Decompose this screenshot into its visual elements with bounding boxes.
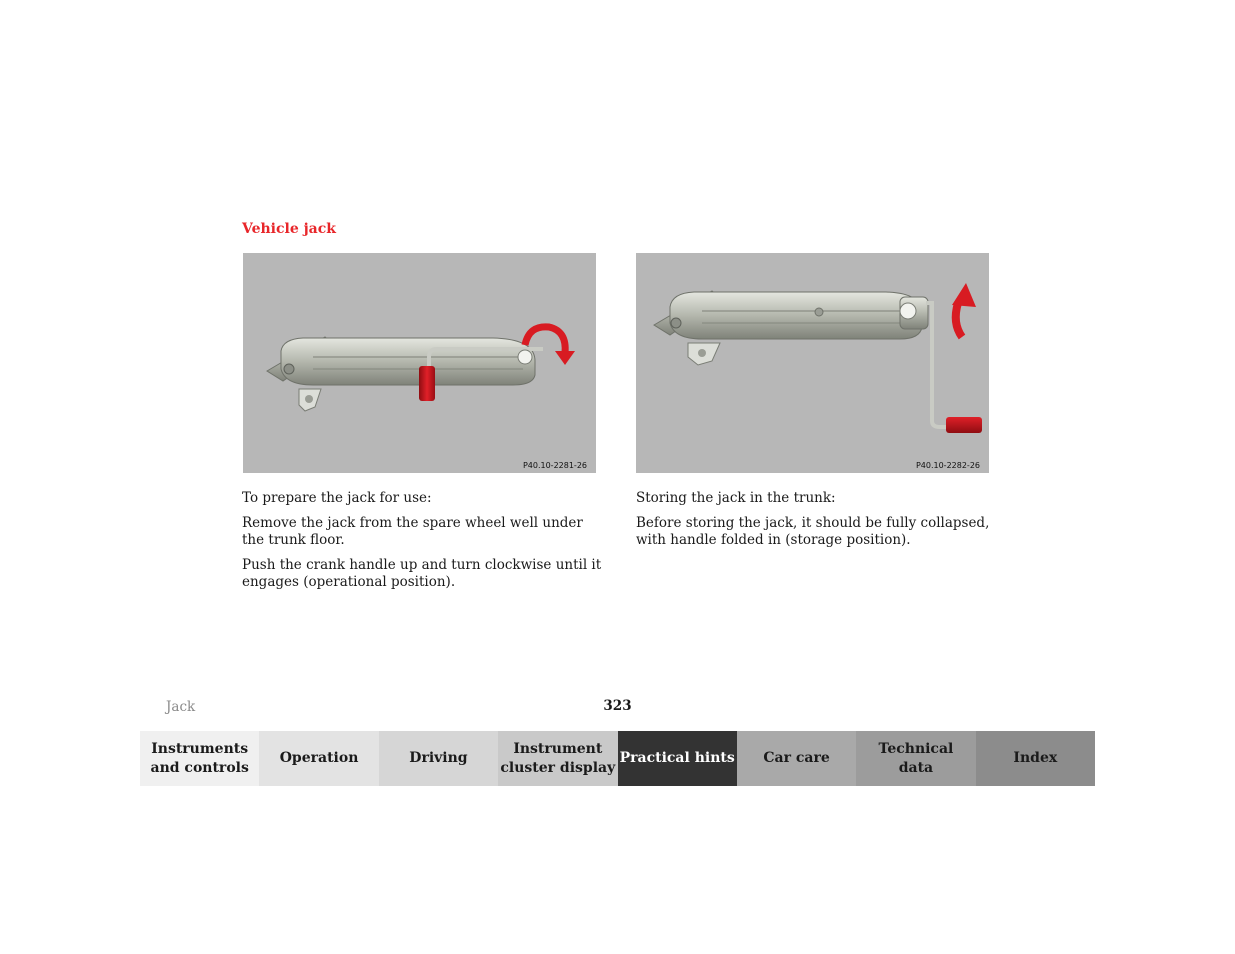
tab-driving[interactable]: Driving	[379, 731, 498, 786]
tab-instrument-cluster-display[interactable]: Instrument cluster display	[498, 731, 617, 786]
running-head: Jack	[166, 699, 196, 715]
paragraph: Storing the jack in the trunk:	[636, 490, 836, 506]
tab-instruments-and-controls[interactable]: Instruments and controls	[140, 731, 259, 786]
page-number: 323	[603, 698, 632, 714]
figure-code: P40.10-2282-26	[915, 461, 980, 470]
tab-practical-hints[interactable]: Practical hints	[618, 731, 737, 786]
paragraph: Remove the jack from the spare wheel well under the trunk floor.	[242, 515, 583, 548]
figure-code: P40.10-2281-26	[522, 461, 587, 470]
jack-figure-storage	[636, 253, 989, 473]
right-instructions	[636, 490, 996, 557]
paragraph: To prepare the jack for use:	[242, 490, 432, 506]
jack-illustration-operational	[243, 253, 596, 473]
section-title: Vehicle jack	[242, 221, 336, 237]
jack-figure-operational	[243, 253, 596, 473]
tab-operation[interactable]: Operation	[259, 731, 378, 786]
left-instructions	[242, 490, 602, 599]
paragraph: Push the crank handle up and turn clockwise until it engages (operational position).	[242, 557, 602, 590]
chapter-navigation	[140, 731, 1095, 786]
tab-car-care[interactable]: Car care	[737, 731, 856, 786]
jack-illustration-storage	[636, 253, 989, 473]
paragraph: Before storing the jack, it should be fully collapsed, with handle folded in (storage position).	[636, 515, 990, 548]
tab-technical-data[interactable]: Technical data	[856, 731, 975, 786]
tab-index[interactable]: Index	[976, 731, 1095, 786]
